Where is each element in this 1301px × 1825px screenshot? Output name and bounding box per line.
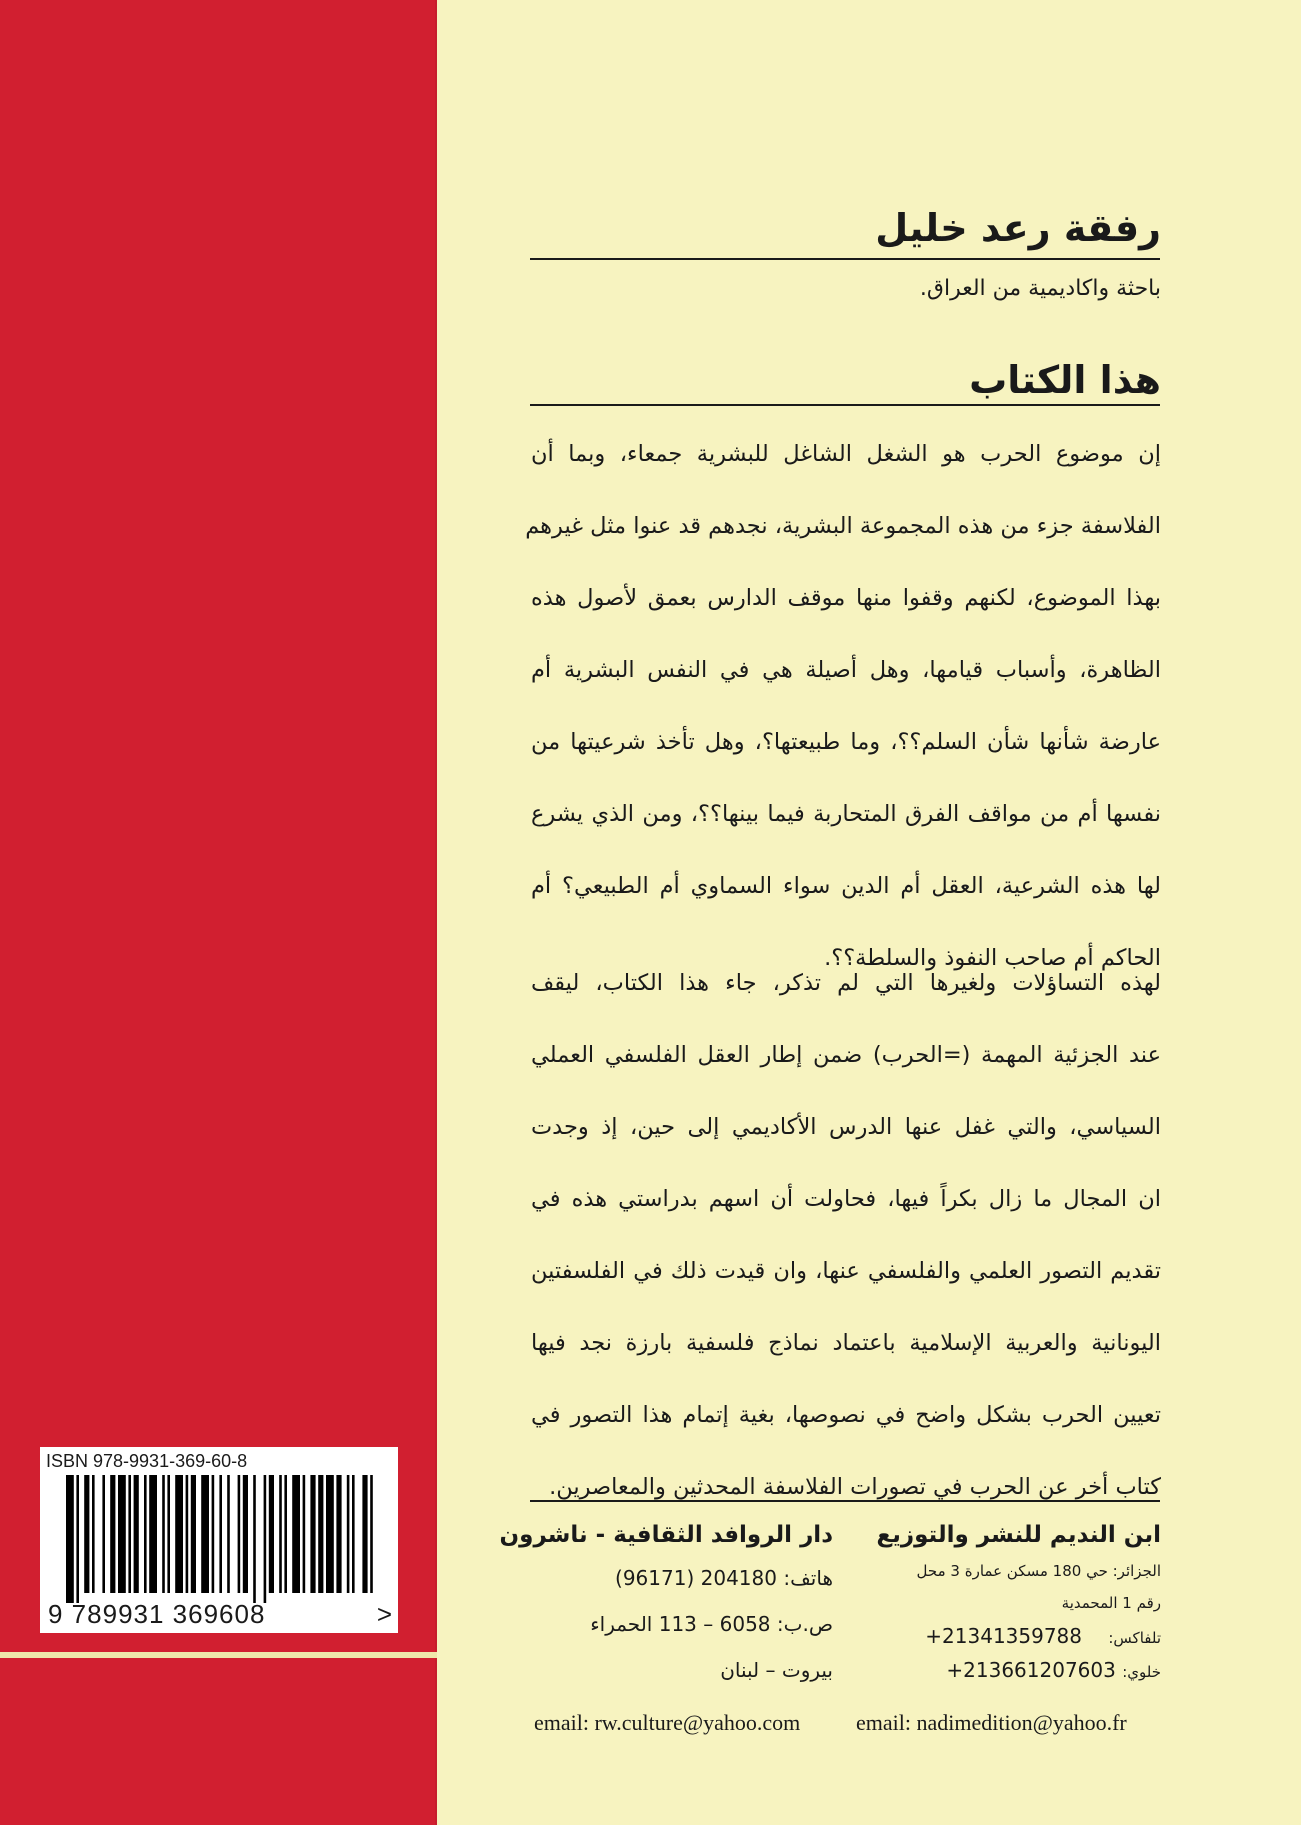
barcode-bar xyxy=(370,1475,373,1593)
barcode-bar xyxy=(292,1475,300,1593)
mobile-label: خلوي: xyxy=(1122,1663,1161,1681)
barcode-bar xyxy=(191,1475,196,1593)
mobile-number: +213661207603 xyxy=(946,1658,1116,1682)
text-line: لها هذه الشرعية، العقل أم الدين سواء السماوي أم الطبيعي؟ أم xyxy=(531,873,1161,899)
publisher-left-phone: هاتف: 204180 (96171) xyxy=(615,1566,833,1590)
barcode-bar xyxy=(362,1475,367,1593)
publisher-left-name: دار الروافد الثقافية - ناشرون xyxy=(499,1522,833,1548)
publisher-left-pobox: ص.ب: 6058 – 113 الحمراء xyxy=(590,1612,833,1636)
barcode-bar xyxy=(128,1475,131,1593)
barcode-bar xyxy=(238,1475,241,1593)
text-line: الحاكم أم صاحب النفوذ والسلطة؟؟. xyxy=(824,945,1161,971)
author-rule xyxy=(530,258,1160,260)
barcode-digits: 9 789931 369608 xyxy=(48,1599,266,1629)
text-line: تعيين الحرب بشكل واضح في نصوصها، بغية إتمام هذا التصور في xyxy=(531,1402,1161,1428)
barcode-bar xyxy=(243,1475,248,1593)
barcode-bar xyxy=(352,1475,355,1593)
publisher-left-email[interactable]: email: rw.culture@yahoo.com xyxy=(534,1710,801,1735)
telefax-number: +21341359788 xyxy=(925,1624,1083,1648)
barcode-bar xyxy=(219,1475,222,1593)
barcode-label xyxy=(40,1447,398,1633)
barcode-bar xyxy=(253,1475,256,1603)
footer-rule xyxy=(530,1500,1160,1502)
barcode-bar xyxy=(326,1475,334,1593)
text-line: نفسها أم من مواقف الفرق المتحاربة فيما بينها؟؟، ومن الذي يشرع xyxy=(531,801,1161,827)
section-rule xyxy=(530,404,1160,406)
author-bio: باحثة واكاديمية من العراق. xyxy=(919,276,1161,301)
publisher-left xyxy=(500,1522,833,1682)
text-line: تقديم التصور العلمي والفلسفي عنها، وان قيدت ذلك في الفلسفتين xyxy=(531,1258,1161,1284)
barcode-bar xyxy=(162,1475,165,1593)
barcode-bar xyxy=(279,1475,282,1593)
text-line: إن موضوع الحرب هو الشغل الشاغل للبشرية جمعاء، وبما أن xyxy=(531,441,1161,467)
band-stripe xyxy=(0,1652,437,1658)
text-line: عند الجزئية المهمة (=الحرب) ضمن إطار العقل الفلسفي العملي xyxy=(531,1042,1161,1068)
text-line: عارضة شأنها شأن السلم؟؟، وما طبيعتها؟، وهل تأخذ شرعيتها من xyxy=(531,729,1161,755)
barcode-bar xyxy=(269,1475,274,1593)
barcode-bar xyxy=(347,1475,350,1593)
barcode-bar xyxy=(118,1475,126,1593)
text-line: الفلاسفة جزء من هذه المجموعة البشرية، نجدهم قد عنوا مثل غيرهم xyxy=(525,513,1161,539)
barcode-bar xyxy=(264,1475,267,1603)
barcode-bar xyxy=(92,1475,95,1593)
barcode-bar xyxy=(134,1475,139,1593)
isbn-text: ISBN 978-9931-369-60-8 xyxy=(46,1451,248,1471)
publisher-right-name: ابن النديم للنشر والتوزيع xyxy=(876,1522,1161,1548)
barcode-bar xyxy=(102,1475,105,1593)
barcode-bar xyxy=(227,1475,230,1593)
barcode-bar xyxy=(310,1475,315,1593)
barcode-bar xyxy=(84,1475,89,1593)
publisher-right-email[interactable]: email: nadimedition@yahoo.fr xyxy=(856,1710,1127,1735)
barcode-bar xyxy=(186,1475,189,1593)
text-line: كتاب أخر عن الحرب في تصورات الفلاسفة المحدثين والمعاصرين. xyxy=(549,1474,1161,1500)
text-line: الظاهرة، وأسباب قيامها، وهل أصيلة هي في النفس البشرية أم xyxy=(531,657,1161,683)
barcode-bar xyxy=(144,1475,147,1593)
text-line: بهذا الموضوع، لكنهم وقفوا منها موقف الدارس بعمق لأصول هذه xyxy=(531,585,1161,611)
publisher-right xyxy=(877,1522,1161,1682)
text-line: السياسي، والتي غفل عنها الدرس الأكاديمي إلى حين، إذ وجدت xyxy=(531,1114,1161,1140)
barcode-bar xyxy=(318,1475,323,1593)
barcode-bar xyxy=(110,1475,115,1593)
barcode-bar xyxy=(303,1475,306,1593)
text-line: اليونانية والعربية الإسلامية باعتماد نماذج فلسفية بارزة نجد فيها xyxy=(531,1330,1161,1356)
barcode-bar xyxy=(167,1475,170,1593)
barcode-bar xyxy=(336,1475,341,1593)
publisher-left-city: بيروت – لبنان xyxy=(720,1658,833,1682)
paragraph-1 xyxy=(525,418,1161,994)
barcode-bar xyxy=(212,1475,215,1593)
publisher-right-address2: رقم 1 المحمدية xyxy=(1061,1594,1161,1612)
text-line: لهذه التساؤلات ولغيرها التي لم تذكر، جاء هذا الكتاب، ليقف xyxy=(531,970,1161,996)
text-line: ان المجال ما زال بكراً فيها، فحاولت أن اسهم بدراستي هذه في xyxy=(531,1186,1161,1212)
section-title: هذا الكتاب xyxy=(969,358,1161,402)
barcode-bar xyxy=(201,1475,209,1593)
telefax-label: تلفاكس: xyxy=(1108,1629,1161,1647)
publisher-right-address1: الجزائر: حي 180 مسكن عمارة 3 محل xyxy=(916,1562,1161,1580)
author-name: رفقة رعد خليل xyxy=(875,206,1161,250)
paragraph-2 xyxy=(531,947,1161,1523)
barcode-bar xyxy=(175,1475,183,1593)
barcode-bar xyxy=(66,1475,74,1603)
barcode-bar xyxy=(76,1475,79,1603)
barcode-quiet-mark: > xyxy=(376,1599,392,1629)
barcode-bar xyxy=(284,1475,287,1593)
barcode-bar xyxy=(149,1475,157,1593)
